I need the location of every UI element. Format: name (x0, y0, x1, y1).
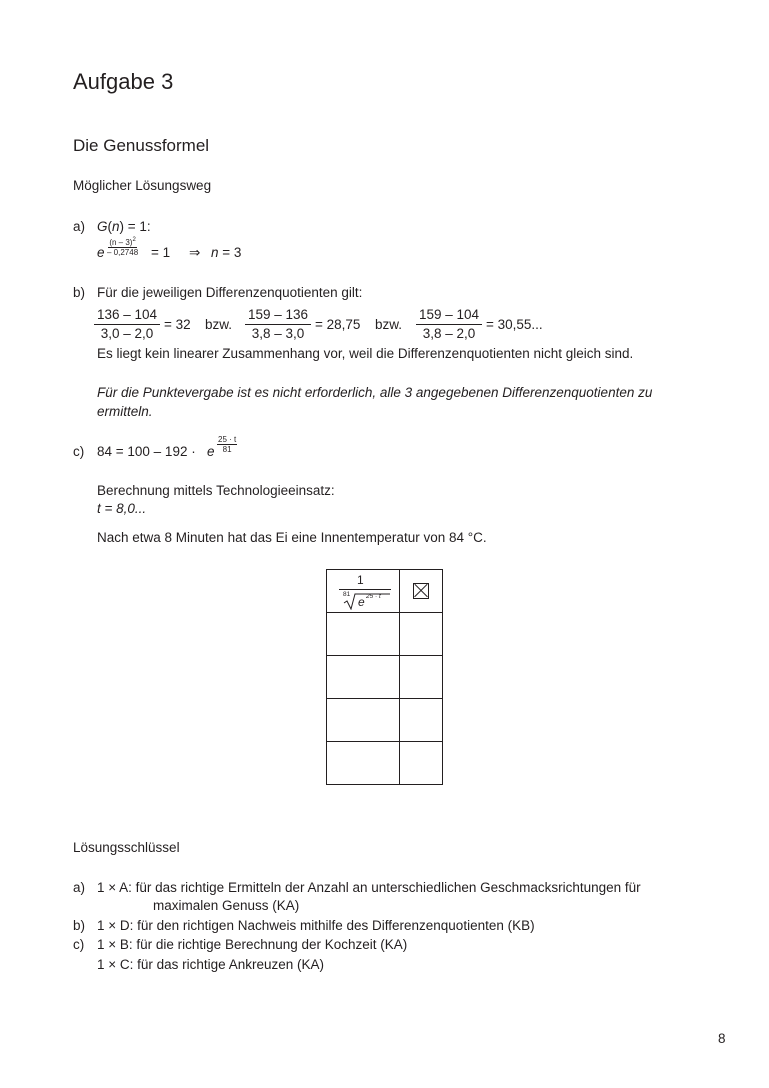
checkbox-cell-3[interactable] (400, 656, 443, 699)
answer-row-5 (327, 742, 443, 785)
checkbox-cell-5[interactable] (400, 742, 443, 785)
checkbox-cell-4[interactable] (400, 699, 443, 742)
diff-quotient-2-result: = 28,75 (315, 317, 361, 332)
part-b-conclusion: Es liegt kein linearer Zusammenhang vor, weil die Differenzenquotienten nicht gleich sind. (97, 346, 634, 361)
part-c-equation (97, 435, 297, 463)
part-a-arrow: ⇒ (189, 245, 201, 260)
key-a-line1: 1 × A: für das richtige Ermitteln der Anzahl an unterschiedlichen Geschmacksrichtungen für (97, 880, 641, 895)
root-fraction-num: 1 (357, 573, 364, 587)
checked-box-icon[interactable] (413, 583, 429, 599)
root-index: 81 (343, 591, 351, 598)
part-c-equation-text: 84 = 100 – 192 · (97, 444, 196, 459)
part-a-exponent-num: (n – 3)$^2$ (109, 237, 136, 247)
radicand-exponent: 25 · t (366, 593, 381, 600)
solution-heading: Möglicher Lösungsweg (73, 178, 212, 193)
diff-quotient-1-result: = 32 (164, 317, 191, 332)
page-number: 8 (718, 1031, 726, 1046)
diff-quotient-3-result: = 30,55... (486, 317, 543, 332)
part-c-label: c) (73, 444, 85, 459)
diff-quotient-2: $\frac{159 - 136}{3,8 - 3,0}$ (245, 307, 311, 342)
root-fraction-bar (339, 589, 391, 590)
key-a-label: a) (73, 880, 86, 895)
answer-row-4 (327, 699, 443, 742)
section-subtitle: Die Genussformel (73, 136, 210, 155)
answer-option-cell (327, 656, 400, 699)
diff-quotient-1: $\frac{136 - 104}{3,0 - 2,0}$ (94, 307, 160, 342)
part-b-note-line1: Für die Punktevergabe ist es nicht erforderlich, alle 3 angegebenen Differenzenquotienten zu (97, 385, 653, 400)
part-a-line1: G(n) = 1: (97, 219, 151, 234)
part-c-conclusion: Nach etwa 8 Minuten hat das Ei eine Innentemperatur von 84 °C. (97, 530, 487, 545)
answer-option-cell (327, 742, 400, 785)
separator-bzw-1: bzw. (205, 317, 233, 332)
key-c-line1: 1 × B: für die richtige Berechnung der Kochzeit (KA) (97, 937, 408, 952)
part-b-label: b) (73, 285, 86, 300)
part-c-tech-line: Berechnung mittels Technologieeinsatz: (97, 483, 335, 498)
part-c-t-result: t = 8,0... (97, 501, 147, 516)
key-b-line: 1 × D: für den richtigen Nachweis mithilfe des Differenzenquotienten (KB) (97, 918, 535, 933)
answer-row-2 (327, 613, 443, 656)
key-heading: Lösungsschlüssel (73, 840, 180, 855)
checkbox-cell-1[interactable] (400, 570, 443, 613)
diff-quotient-3: $\frac{159 - 104}{3,8 - 2,0}$ (416, 307, 482, 342)
radicand-base: e (358, 595, 365, 609)
separator-bzw-2: bzw. (375, 317, 403, 332)
part-c-exponent-den: 81 (222, 445, 232, 454)
answer-row-1 (327, 570, 443, 613)
root-expression (327, 570, 399, 612)
key-a-line2: maximalen Genuss (KA) (153, 898, 300, 913)
key-c-line2: 1 × C: für das richtige Ankreuzen (KA) (97, 957, 324, 972)
part-a-label: a) (73, 219, 86, 234)
part-a-exponent (107, 236, 138, 257)
answer-option-cell (327, 613, 400, 656)
page-title: Aufgabe 3 (73, 69, 174, 94)
checkbox-cell-2[interactable] (400, 613, 443, 656)
answer-option-cell (327, 699, 400, 742)
part-a-equation (97, 236, 297, 264)
part-c-exponent-num: 25 · t (218, 435, 237, 444)
part-a-equals: = 1 (151, 245, 171, 260)
key-c-label: c) (73, 937, 85, 952)
part-c-e-base: e (207, 444, 215, 459)
answer-table (326, 569, 443, 785)
part-a-result: n = 3 (211, 245, 242, 260)
part-b-intro: Für die jeweiligen Differenzenquotienten gilt: (97, 285, 363, 300)
answer-row-3 (327, 656, 443, 699)
answer-option-cell (327, 570, 400, 613)
part-c-exponent (217, 435, 237, 454)
key-b-label: b) (73, 918, 86, 933)
part-a-exponent-den: – 0,2748 (107, 248, 139, 257)
part-a-e-base: e (97, 245, 105, 260)
part-b-note-line2: ermitteln. (97, 404, 153, 419)
